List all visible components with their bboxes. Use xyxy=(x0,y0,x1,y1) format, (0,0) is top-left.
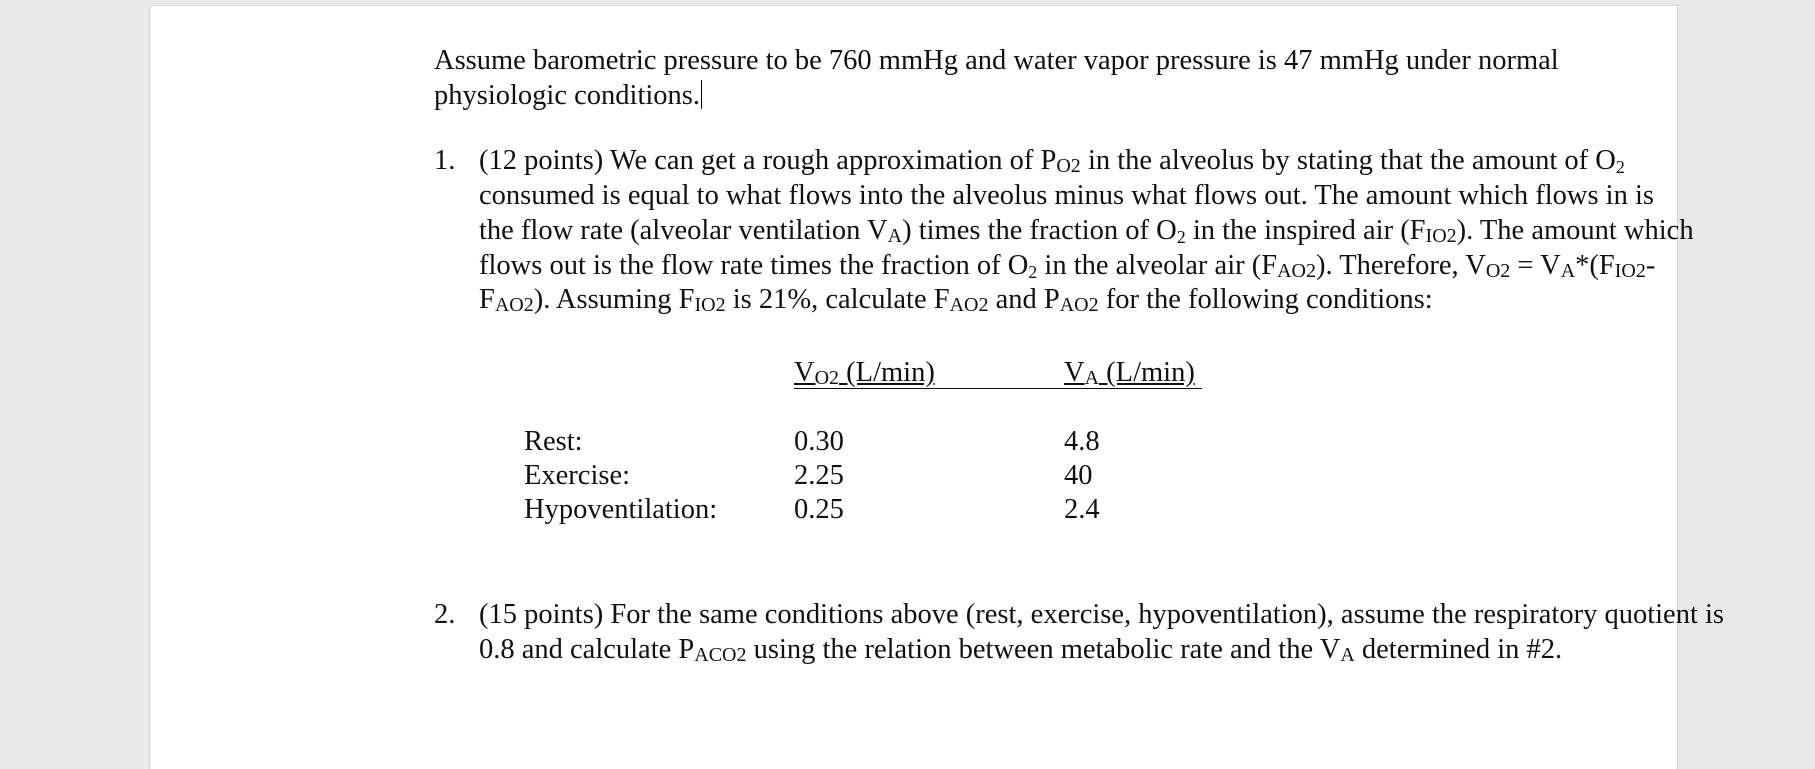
q1-text-f: ). The amount which flows out is the flow rate times the fraction of O xyxy=(479,214,1694,281)
q1-text-e: in the inspired air (F xyxy=(1185,214,1426,246)
table-row xyxy=(434,459,1434,494)
q1-sub-a2: A xyxy=(1560,259,1576,282)
conditions-table xyxy=(434,356,1694,536)
q1-text-h: ). Therefore, V xyxy=(1315,249,1486,281)
q1-sub-2b: 2 xyxy=(1176,226,1186,247)
row-va-value: 4.8 xyxy=(1064,426,1100,457)
row-va-value: 2.4 xyxy=(1064,494,1100,525)
table-row xyxy=(434,425,1434,460)
row-label: Hypoventilation: xyxy=(524,494,718,525)
q1-sub-2c: 2 xyxy=(1028,261,1038,282)
q1-text-d: ) times the fraction of O xyxy=(902,214,1177,246)
q1-sub-fao2b: AO2 xyxy=(494,294,534,317)
q1-text-g: in the alveolar air (F xyxy=(1037,249,1278,281)
intro-paragraph[interactable] xyxy=(434,44,1694,113)
q1-sub-vo2: O2 xyxy=(1485,259,1511,282)
q1-text-i: = V xyxy=(1510,249,1561,281)
row-va-value: 40 xyxy=(1064,460,1093,491)
q1-text-n: and P xyxy=(988,284,1060,316)
q2-text-a: (15 points) For the same conditions above (rest, exercise, hypoventilation), assume the respiratory quotient is 0.8 and calculate P xyxy=(479,599,1724,665)
q1-text-o: for the following conditions: xyxy=(1098,284,1433,316)
row-label: Rest: xyxy=(524,426,583,457)
q2-sub-a: A xyxy=(1340,643,1355,666)
table-row xyxy=(434,493,1434,528)
text-cursor xyxy=(701,80,702,109)
col2-suffix: (L/min) xyxy=(1099,357,1195,388)
q1-sub-fio2a: IO2 xyxy=(1425,224,1457,247)
q1-sub-fao2c: AO2 xyxy=(949,294,989,317)
q1-text-c: consumed is equal to what flows into the alveolus minus what flows out. The amount which flows in is the flow rate (alveolar ventilation V xyxy=(479,180,1654,246)
q2-sub-paco2: ACO2 xyxy=(694,643,747,666)
row-vo2-value: 0.25 xyxy=(794,494,844,525)
col1-suffix: (L/min) xyxy=(839,357,935,388)
q1-text-m: is 21%, calculate F xyxy=(725,284,950,316)
question-1[interactable] xyxy=(434,144,1694,318)
col2-sub: A xyxy=(1084,367,1100,389)
q1-sub-fio2b: IO2 xyxy=(1614,259,1646,282)
q1-sub-fao2a: AO2 xyxy=(1277,259,1316,282)
row-vo2-value: 2.25 xyxy=(794,460,844,491)
col1-prefix: V xyxy=(794,357,815,388)
question-1-number: 1. xyxy=(434,145,456,177)
q1-text-k: -F xyxy=(479,249,1656,316)
column-header-va xyxy=(1064,356,1195,391)
document-page xyxy=(149,5,1724,769)
document-content xyxy=(434,44,1724,666)
q1-text-l: ). Assuming F xyxy=(533,284,695,316)
question-2-number: 2. xyxy=(434,599,456,630)
q1-text-a: (12 points) We can get a rough approximation of P xyxy=(479,145,1057,177)
q1-sub-a1: A xyxy=(887,224,903,247)
column-header-vo2 xyxy=(794,356,935,391)
col2-prefix: V xyxy=(1064,357,1085,388)
q2-text-b: using the relation between metabolic rate and the V xyxy=(746,633,1341,665)
q1-sub-2a: 2 xyxy=(1615,157,1625,178)
q1-text-b: in the alveolus by stating that the amount of O xyxy=(1080,145,1616,177)
q2-text-c: determined in #2. xyxy=(1354,633,1563,665)
question-2[interactable] xyxy=(434,598,1739,667)
q1-sub-pao2: AO2 xyxy=(1059,294,1099,317)
row-label: Exercise: xyxy=(524,460,631,491)
q1-sub-fio2c: IO2 xyxy=(694,294,726,317)
intro-text: Assume barometric pressure to be 760 mmHg and water vapor pressure is 47 mmHg under normal physiologic conditions. xyxy=(434,45,1559,111)
row-vo2-value: 0.30 xyxy=(794,426,844,457)
col1-sub: O2 xyxy=(814,367,840,389)
q1-text-j: *(F xyxy=(1575,249,1615,281)
q1-sub-po2: O2 xyxy=(1056,155,1081,178)
